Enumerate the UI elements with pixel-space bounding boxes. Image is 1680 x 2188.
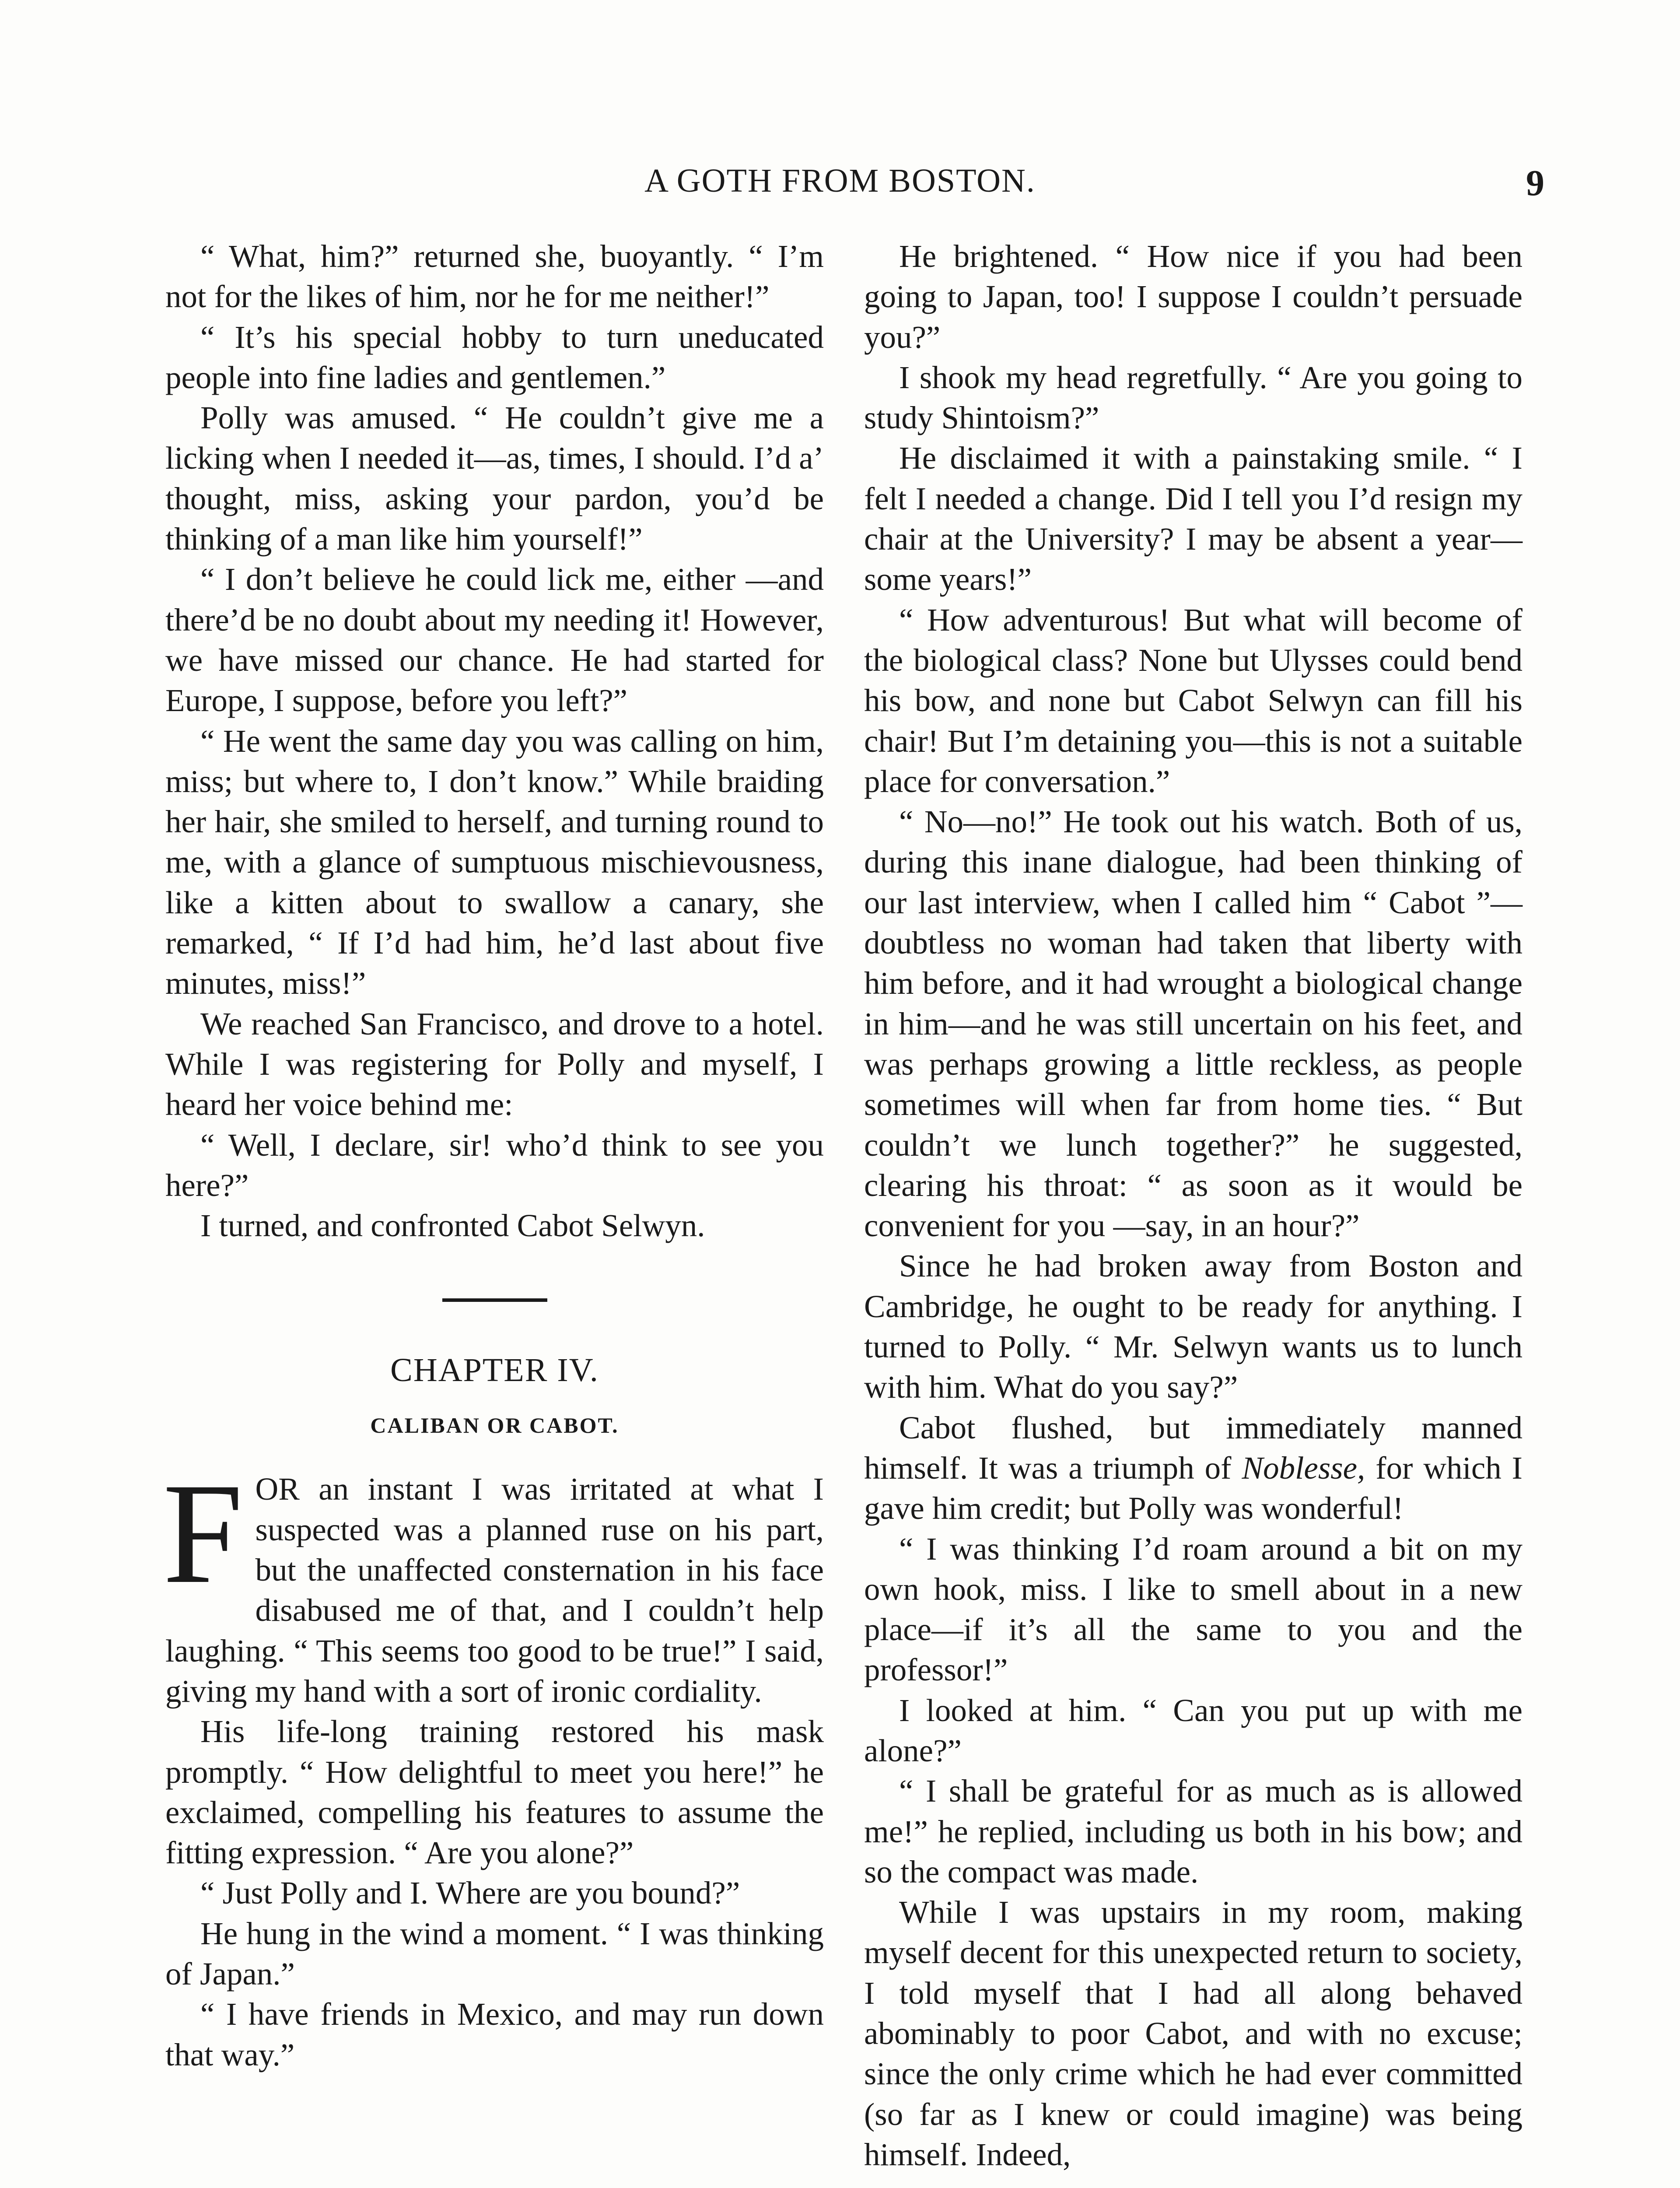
paragraph: I turned, and confronted Cabot Selwyn.	[200, 1208, 705, 1244]
italic-word: Noblesse,	[1242, 1450, 1365, 1486]
paragraph: “ Well, I declare, sir! who’d think to see you here?”	[165, 1127, 824, 1203]
paragraph: “ I don’t believe he could lick me, either —and there’d be no doubt about my needing it! However, we have missed our chance. He had started for Europe, I suppose, before you left?”	[165, 561, 824, 719]
paragraph: I looked at him. “ Can you put up with me alone?”	[864, 1692, 1522, 1768]
paragraph: His life-long training restored his mask promptly. “ How delightful to meet you here!” he exclaimed, compelling his features to assume the fitting expression. “ Are you alone?”	[165, 1714, 824, 1871]
paragraph: “ It’s his special hobby to turn uneducated people into fine ladies and gentlemen.”	[165, 319, 824, 395]
paragraph: “ What, him?” returned she, buoyantly. “ I’m not for the likes of him, nor he for me neither!”	[165, 238, 824, 315]
paragraph: “ I shall be grateful for as much as is allowed me!” he replied, including us both in his bow; and so the compact was made.	[864, 1773, 1522, 1890]
paragraph: He disclaimed it with a painstaking smile. “ I felt I needed a change. Did I tell you I’d resign my chair at the University? I may be absent a year—some years!”	[864, 440, 1522, 597]
paragraph: “ I have friends in Mexico, and may run down that way.”	[165, 1996, 824, 2072]
text-run: for which I gave him credit; but Polly was wonderful!	[864, 1450, 1522, 1526]
paragraph: “ No—no!” He took out his watch. Both of us, during this inane dialogue, had been thinking of our last interview, when I called him “ Cabot ”—doubtless no woman had taken that liberty with him before, and it had wrought a biological change in him—and he was still uncertain on his feet, and was perhaps growing a little reckless, as people sometimes will when far from home ties. “ But couldn’t we lunch together?” he suggested, clearing his throat: “ as soon as it would be convenient for you —say, in an hour?”	[864, 804, 1522, 1244]
paragraph: Polly was amused. “ He couldn’t give me a licking when I needed it—as, times, I should. I’d a’ thought, miss, asking your pardon, you’d be thinking of a man like him yourself!”	[165, 400, 824, 557]
drop-cap: F	[163, 1454, 243, 1614]
paragraph: “ How adventurous! But what will become of the biological class? None but Ulysses could bend his bow, and none but Cabot Selwyn can fill his chair! But I’m detaining you—this is not a suitable place for conversation.”	[864, 602, 1522, 799]
chapter-opening-paragraph	[163, 1454, 824, 1711]
paragraph: “ Just Polly and I. Where are you bound?”	[200, 1875, 740, 1911]
paragraph: Since he had broken away from Boston and Cambridge, he ought to be ready for anything. I turned to Polly. “ Mr. Selwyn wants us to lunch with him. What do you say?”	[864, 1248, 1522, 1405]
paragraph: “ He went the same day you was calling on him, miss; but where to, I don’t know.” While braiding her hair, she smiled to herself, and turning round to me, with a glance of sumptuous mischievousness, like a kitten about to swallow a canary, she remarked, “ If I’d had him, he’d last about five minutes, miss!”	[165, 723, 824, 1001]
paragraph: He brightened. “ How nice if you had been going to Japan, too! I suppose I couldn’t persuade you?”	[864, 238, 1522, 355]
page-number: 9	[1526, 163, 1544, 203]
paragraph: We reached San Francisco, and drove to a hotel. While I was registering for Polly and myself, I heard her voice behind me:	[165, 1006, 824, 1122]
right-column	[864, 236, 1522, 2175]
running-title: A GOTH FROM BOSTON.	[644, 162, 1036, 199]
paragraph-noblesse	[864, 1408, 1522, 1529]
paragraph: While I was upstairs in my room, making myself decent for this unexpected return to society, I told myself that I had all along behaved abominably to poor Cabot, and with no excuse; since the only crime which he had ever committed (so far as I knew or could imagine) was being himself. Indeed,	[864, 1894, 1522, 2172]
opening-text: OR an instant I was irritated at what I suspected was a planned ruse on his part, but the unaffected consternation in his face disabused me of that, and I couldn’t help laughing. “ This seems too good to be true!” I said, giving my hand with a sort of ironic cordiality.	[165, 1471, 824, 1709]
paragraph: I shook my head regretfully. “ Are you going to study Shintoism?”	[864, 359, 1522, 436]
paragraph: He hung in the wind a moment. “ I was thinking of Japan.”	[165, 1915, 824, 1992]
chapter-subtitle: CALIBAN OR CABOT.	[370, 1413, 619, 1438]
paragraph: “ I was thinking I’d roam around a bit on my own hook, miss. I like to smell about in a new place—if it’s all the same to you and the professor!”	[864, 1531, 1522, 1688]
chapter-title: CHAPTER IV.	[390, 1352, 599, 1389]
left-column	[165, 236, 824, 2075]
text-run: Cabot flushed, but immediately manned himself. It was a triumph of	[864, 1410, 1522, 1486]
section-divider	[442, 1298, 547, 1302]
